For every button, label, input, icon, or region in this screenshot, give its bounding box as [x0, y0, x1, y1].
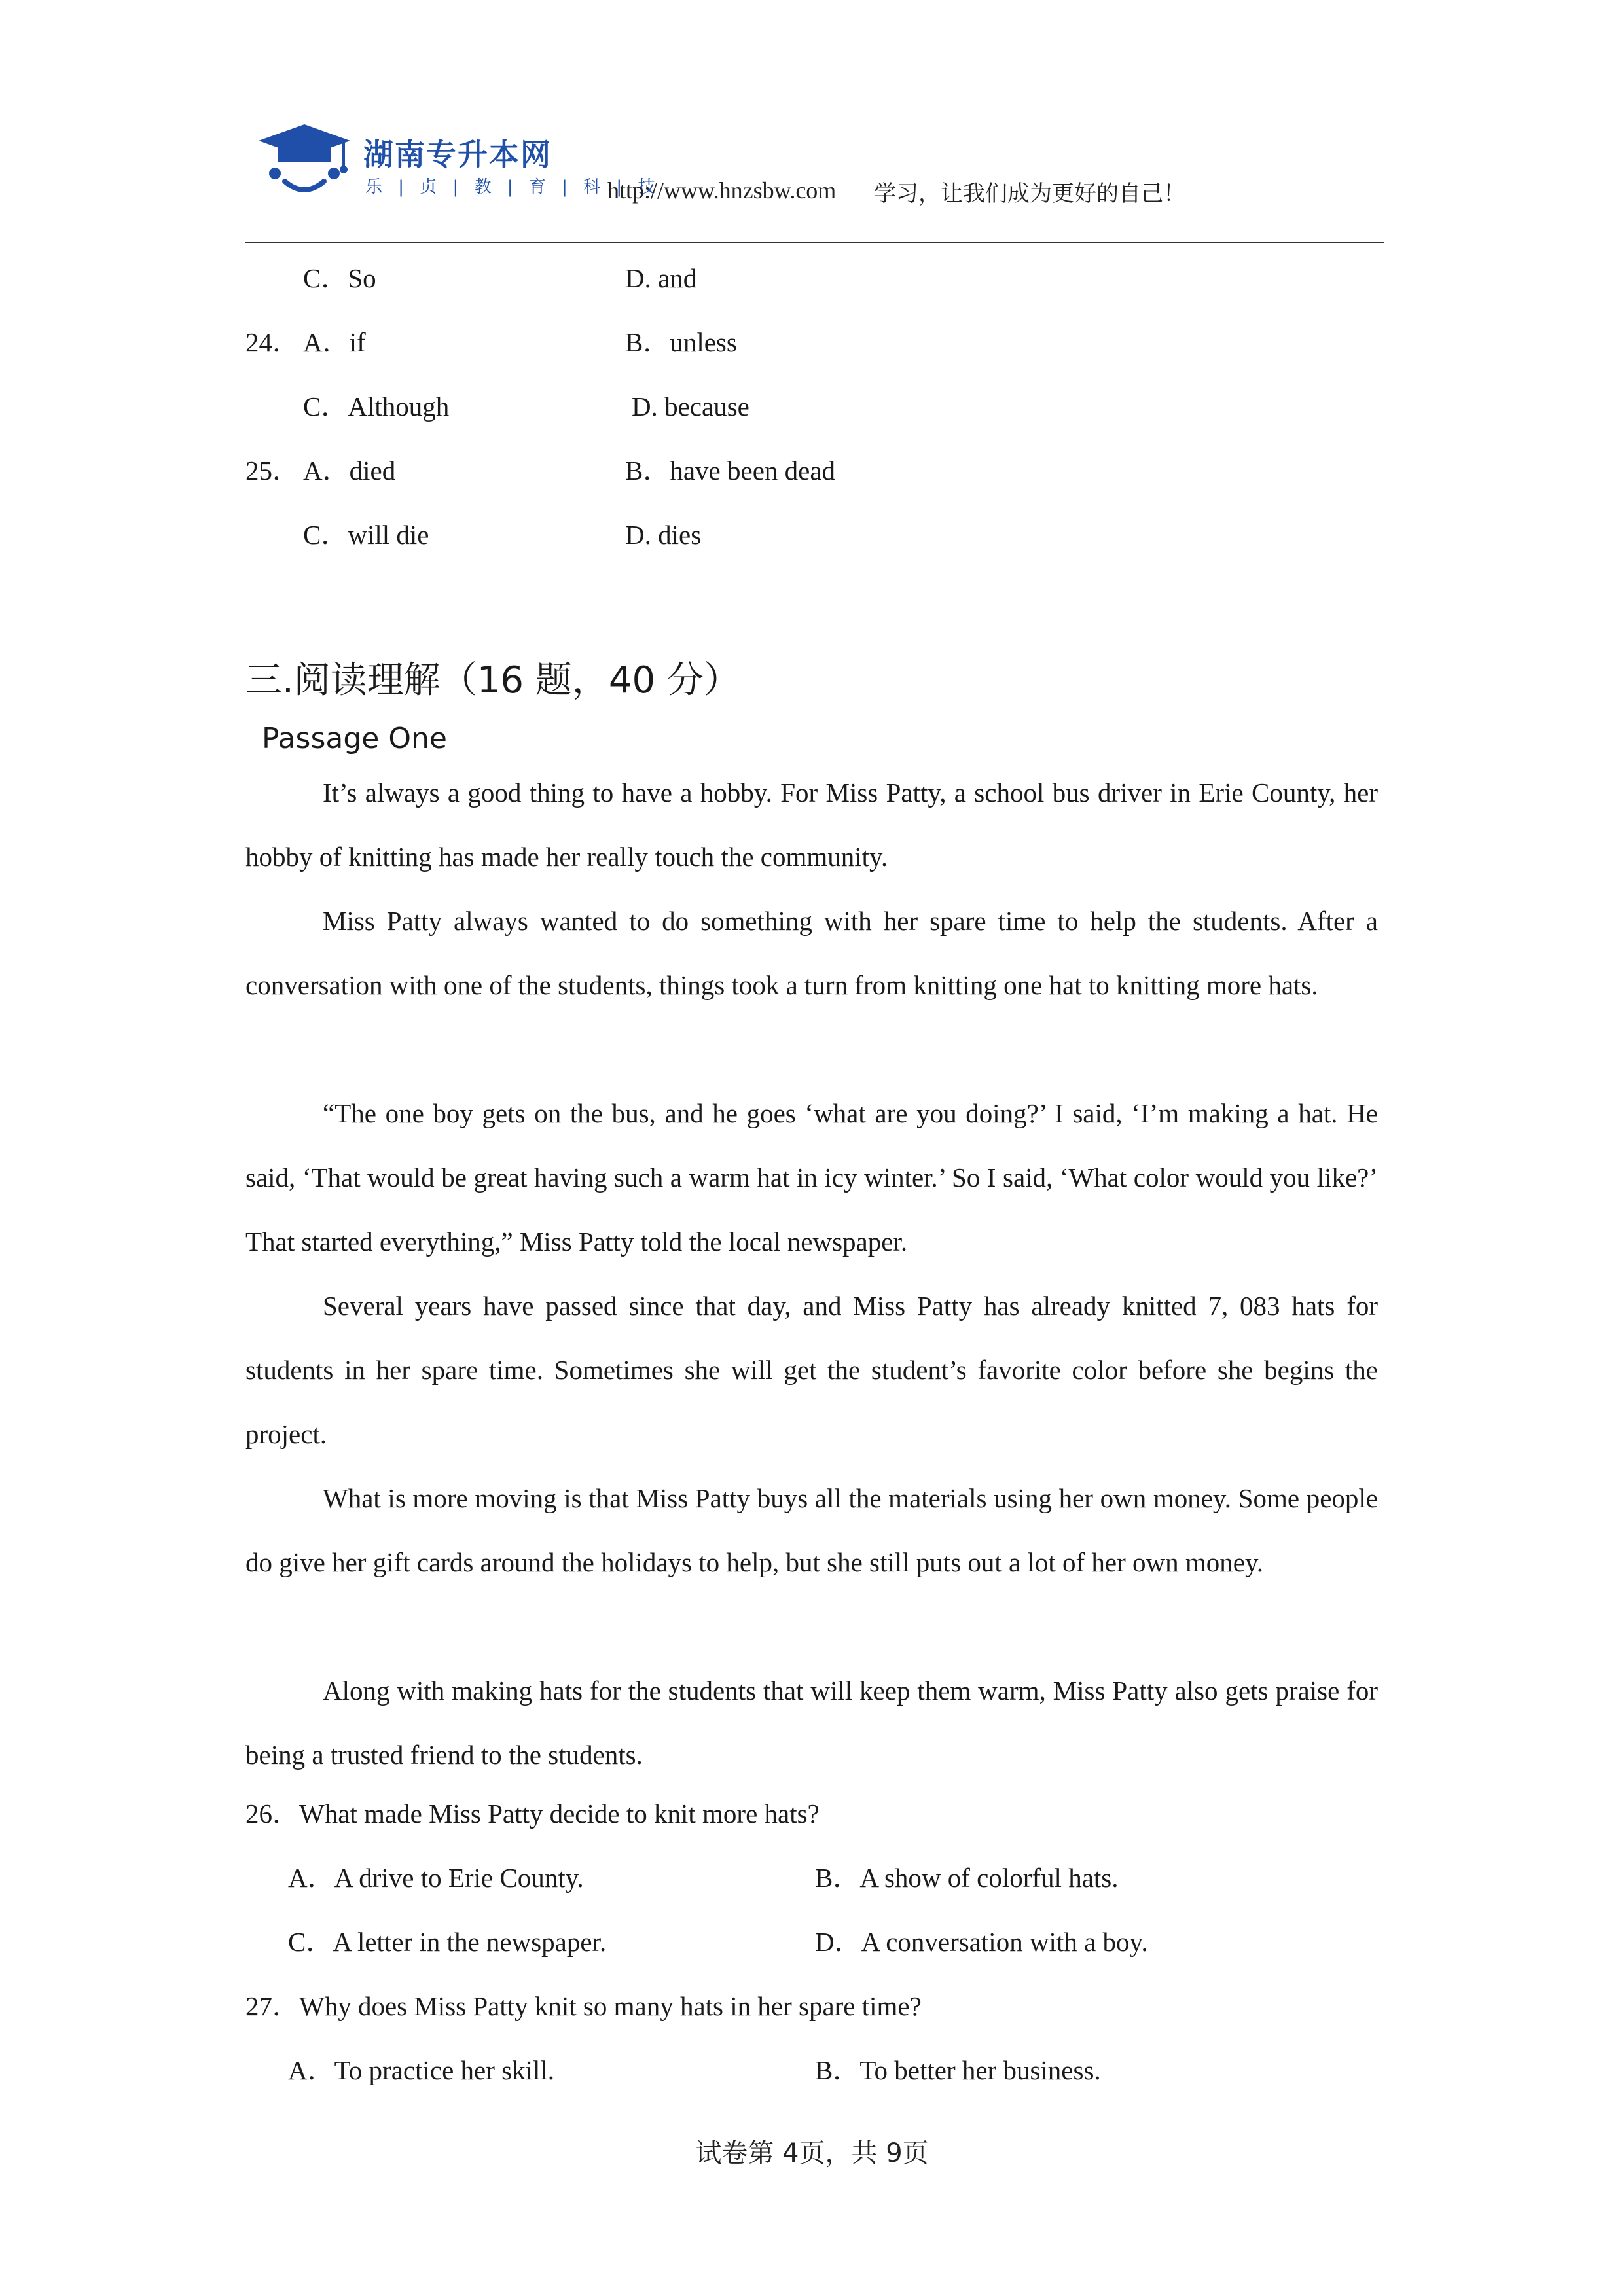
passage-title: Passage One	[262, 722, 447, 755]
q23-option-c: C．So	[303, 263, 376, 293]
q24-option-d: D. because	[632, 391, 749, 422]
q25-option-b: B．have been dead	[625, 456, 836, 486]
passage-paragraph: Along with making hats for the students that will keep them warm, Miss Patty also gets praise for being a trusted friend to the students.	[245, 1676, 1378, 1770]
q26-option-a: A．A drive to Erie County.	[288, 1863, 584, 1893]
q24-option-b: B．unless	[625, 327, 737, 357]
q25-option-a: A．died	[303, 456, 396, 486]
q24-option-a: A．if	[303, 327, 366, 357]
q27-option-b: B．To better her business.	[815, 2055, 1101, 2085]
q25-number: 25．	[245, 456, 299, 486]
q27-stem: 27．Why does Miss Patty knit so many hats in her spare time?	[245, 1991, 922, 2021]
q26-stem: 26．What made Miss Patty decide to knit more hats?	[245, 1799, 820, 1829]
passage-paragraph: Several years have passed since that day, and Miss Patty has already knitted 7, 083 hats for students in her spare time. Sometimes she will get the student’s favorite color before she begins the project.	[245, 1291, 1378, 1449]
header-slogan: 学习，让我们成为更好的自己！	[874, 181, 1185, 207]
passage-paragraph: “The one boy gets on the bus, and he goes ‘what are you doing?’ I said, ‘I’m making a hat. He said, ‘That would be great having such a warm hat in icy winter.’ So I said, ‘What color would you like?’ That started everything,” Miss Patty told the local newspaper.	[245, 1098, 1378, 1257]
logo-title: 湖南专升本网	[363, 137, 552, 172]
q25-option-c: C．will die	[303, 520, 429, 550]
q27-option-a: A．To practice her skill.	[288, 2055, 554, 2085]
header-divider	[245, 242, 1384, 243]
q25-option-d: D. dies	[625, 520, 702, 550]
q26-option-c: C．A letter in the newspaper.	[288, 1927, 607, 1957]
q24-option-c: C．Although	[303, 391, 450, 422]
q23-option-d: D. and	[625, 263, 697, 293]
passage-paragraph: Miss Patty always wanted to do something with her spare time to help the students. After a conversation with one of the students, things took a turn from knitting one hat to knitting more hats.	[245, 906, 1378, 1000]
header-url[interactable]: http://www.hnzsbw.com	[607, 177, 837, 204]
logo-subtitle: 乐 | 贞 | 教 | 育 | 科 | 技	[365, 177, 660, 197]
passage-paragraph: What is more moving is that Miss Patty buys all the materials using her own money. Some people do give her gift cards around the holidays to help, but she still puts out a lot of her own money.	[245, 1483, 1378, 1577]
section-title: 三.阅读理解（16 题，40 分）	[245, 659, 740, 702]
graduation-cap-logo-icon	[252, 121, 357, 200]
q26-option-d: D．A conversation with a boy.	[815, 1927, 1148, 1957]
q26-option-b: B．A show of colorful hats.	[815, 1863, 1119, 1893]
passage-paragraph: It’s always a good thing to have a hobby. For Miss Patty, a school bus driver in Erie County, her hobby of knitting has made her really touch the community.	[245, 778, 1378, 872]
q24-number: 24．	[245, 327, 299, 357]
page-footer: 试卷第 4页，共 9页	[695, 2138, 929, 2168]
